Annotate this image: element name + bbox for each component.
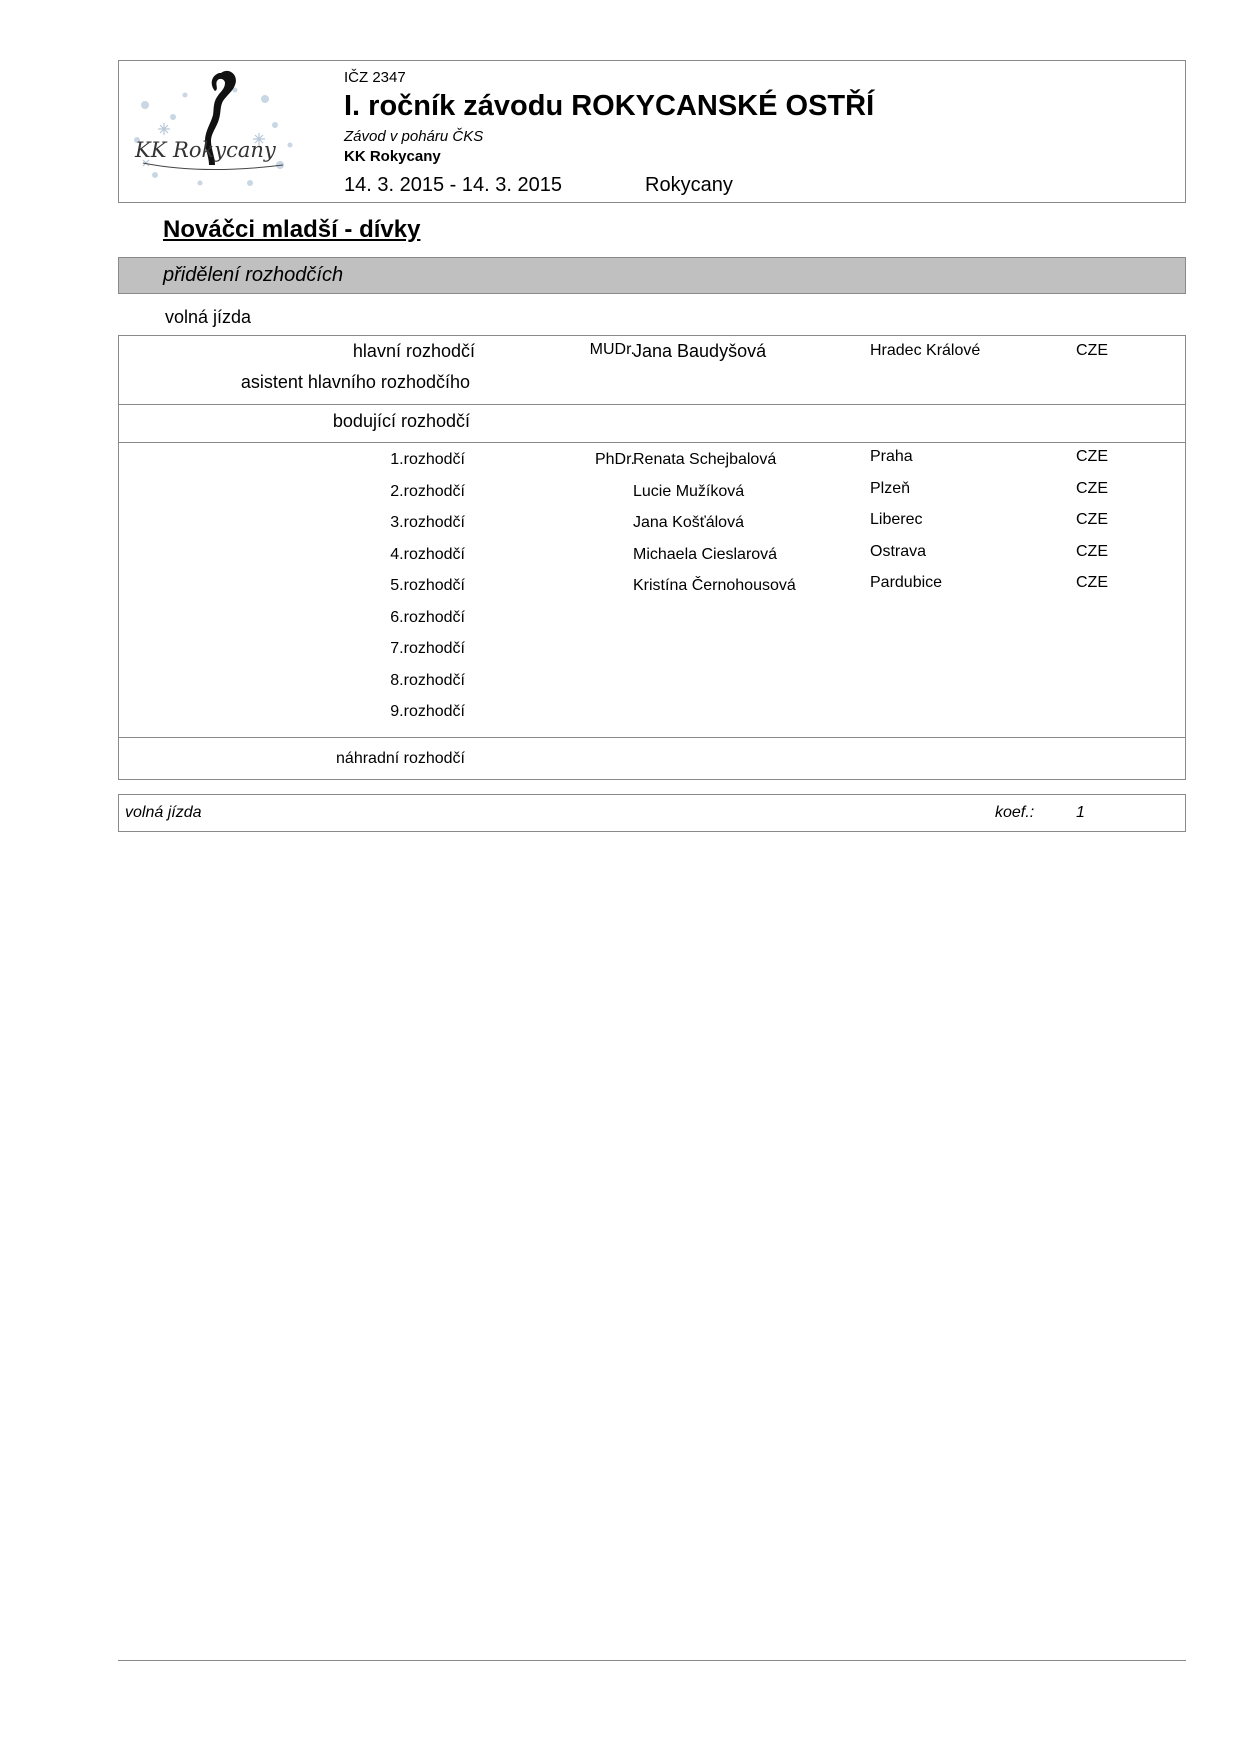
judge-nation: CZE <box>1076 479 1108 497</box>
registration-number: IČZ 2347 <box>344 69 406 86</box>
judge-label: 3.rozhodčí <box>390 514 465 531</box>
judge-nation: CZE <box>1076 511 1108 528</box>
judge-nation: CZE <box>1076 574 1108 591</box>
competition-header <box>118 60 1186 203</box>
coefficient-label: koef.: <box>995 804 1035 821</box>
judge-label: 1.rozhodčí <box>390 451 465 468</box>
referee-title: MUDr. <box>589 341 635 358</box>
segment-footer <box>118 794 1186 832</box>
substitute-judge-label: náhradní rozhodčí <box>336 750 465 767</box>
officials-panel <box>118 335 1186 780</box>
judge-name: Renata Schejbalová <box>633 451 777 468</box>
divider <box>119 442 1185 443</box>
judge-city: Praha <box>870 448 913 465</box>
divider <box>119 737 1185 738</box>
section-title: přidělení rozhodčích <box>163 264 344 286</box>
judge-label: 7.rozhodčí <box>390 640 465 657</box>
judge-city: Ostrava <box>870 542 927 560</box>
segment-name: volná jízda <box>165 307 252 327</box>
organizing-club: KK Rokycany <box>344 148 441 165</box>
judge-nation: CZE <box>1076 448 1108 465</box>
judges-header: bodující rozhodčí <box>332 411 470 431</box>
judge-label: 6.rozhodčí <box>390 608 465 626</box>
judge-name: Michaela Cieslarová <box>633 545 778 563</box>
referee-city: Hradec Králové <box>870 342 981 359</box>
judge-label: 9.rozhodčí <box>390 703 465 720</box>
page-bottom-rule <box>118 1660 1186 1661</box>
referee-name: Jana Baudyšová <box>633 341 767 361</box>
judge-title: PhDr. <box>594 451 635 468</box>
competition-place: Rokycany <box>645 174 733 196</box>
logo-wordmark: KK Rokycany <box>135 138 276 162</box>
judge-label: 4.rozhodčí <box>390 545 465 563</box>
judge-name: Lucie Mužíková <box>633 482 745 500</box>
referee-label: hlavní rozhodčí <box>352 341 475 361</box>
judge-label: 2.rozhodčí <box>390 482 465 500</box>
section-banner <box>118 257 1186 294</box>
coefficient-value: 1 <box>1076 804 1085 821</box>
judge-name: Jana Košťálová <box>633 514 744 531</box>
judge-name: Kristína Černohousová <box>633 577 796 594</box>
judge-city: Pardubice <box>870 574 943 591</box>
assistant-referee-label: asistent hlavního rozhodčího <box>240 372 470 392</box>
judge-city: Plzeň <box>870 479 911 497</box>
judge-label: 8.rozhodčí <box>390 671 465 689</box>
competition-title: I. ročník závodu ROKYCANSKÉ OSTŘÍ <box>344 90 875 122</box>
judge-label: 5.rozhodčí <box>390 577 465 594</box>
judge-city: Liberec <box>870 511 923 528</box>
judge-nation: CZE <box>1076 542 1108 560</box>
divider <box>119 404 1185 405</box>
club-logo <box>125 65 295 197</box>
referee-nation: CZE <box>1076 342 1108 359</box>
competition-subtitle: Závod v poháru ČKS <box>344 128 484 145</box>
competition-dates: 14. 3. 2015 - 14. 3. 2015 <box>344 174 562 196</box>
footer-segment: volná jízda <box>125 804 202 821</box>
category-title: Nováčci mladší - dívky <box>163 216 421 243</box>
